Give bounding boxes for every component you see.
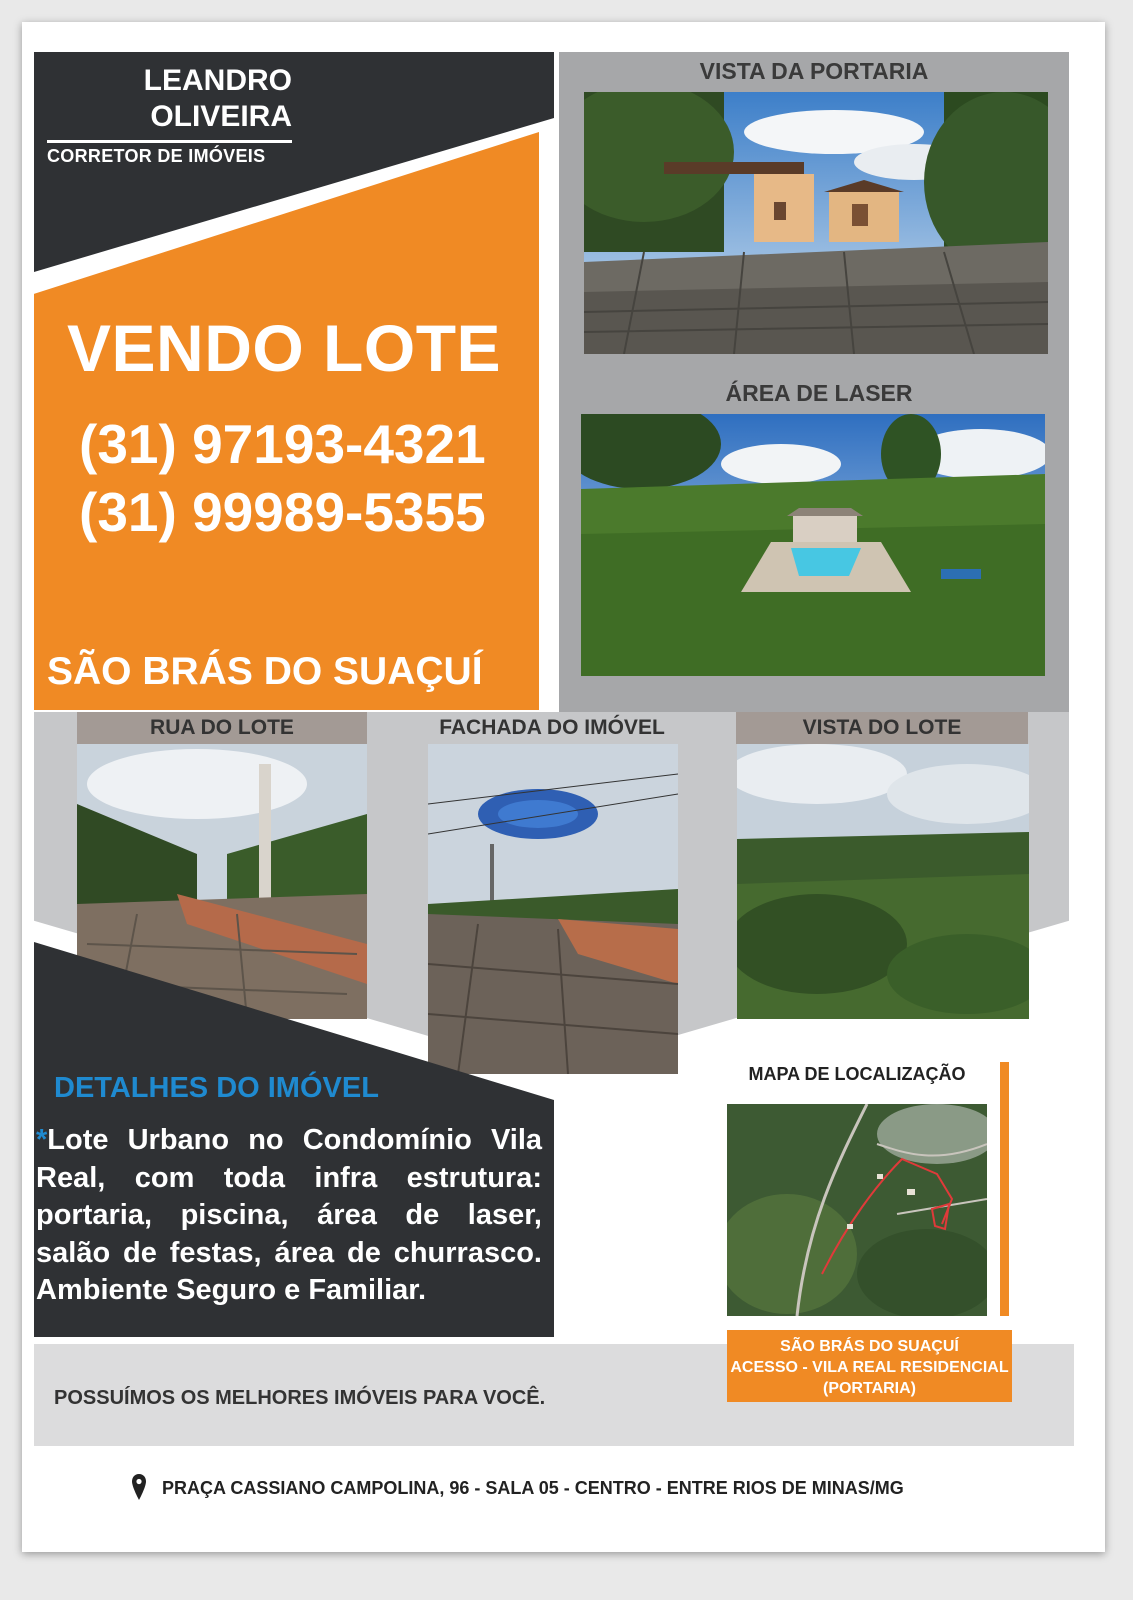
slogan: POSSUÍMOS OS MELHORES IMÓVEIS PARA VOCÊ. [54,1387,546,1409]
gate-photo [584,92,1048,354]
street-photo-title: RUA DO LOTE [77,712,367,744]
lot-photo [737,744,1029,1019]
details-body: Lote Urbano no Condomínio Vila Real, com toda infra estrutura: portaria, piscina, área de laser, salão de festas, área de churrasco. Ambiente Seguro e Familiar. [36,1124,542,1306]
address: PRAÇA CASSIANO CAMPOLINA, 96 - SALA 05 - CENTRO - ENTRE RIOS DE MINAS/MG [162,1478,904,1498]
gate-photo-title: VISTA DA PORTARIA [699,58,929,84]
agent-title: CORRETOR DE IMÓVEIS [47,146,266,166]
details-bullet: * [36,1124,48,1156]
facade-photo [428,744,678,1074]
agent-last-name: OLIVEIRA [150,100,292,133]
details-title: DETALHES DO IMÓVEL [54,1072,379,1104]
leisure-photo-title: ÁREA DE LASER [725,380,913,406]
map-caption-city: SÃO BRÁS DO SUAÇUÍ [780,1338,959,1355]
location-pin-icon [132,1474,146,1500]
map-caption-gate: (PORTARIA) [822,1380,917,1397]
map-accent-bar [1000,1062,1009,1316]
headline-city: SÃO BRÁS DO SUAÇUÍ [47,650,483,693]
map-caption-access: ACESSO - VILA REAL RESIDENCIAL [730,1359,1009,1376]
details-text [36,1122,542,1310]
leisure-photo [581,414,1045,676]
map-caption [727,1330,1012,1402]
flyer [22,22,1105,1552]
brand-divider [47,140,292,143]
map-title: MAPA DE LOCALIZAÇÃO [748,1064,966,1084]
headline-title: VENDO LOTE [67,311,502,385]
phone-number-2: (31) 99989-5355 [79,481,486,543]
location-map [727,1104,987,1316]
lot-photo-title: VISTA DO LOTE [736,712,1028,744]
agent-first-name: LEANDRO [143,64,292,97]
facade-photo-title: FACHADA DO IMÓVEL [439,716,665,739]
phone-number-1: (31) 97193-4321 [79,413,486,475]
